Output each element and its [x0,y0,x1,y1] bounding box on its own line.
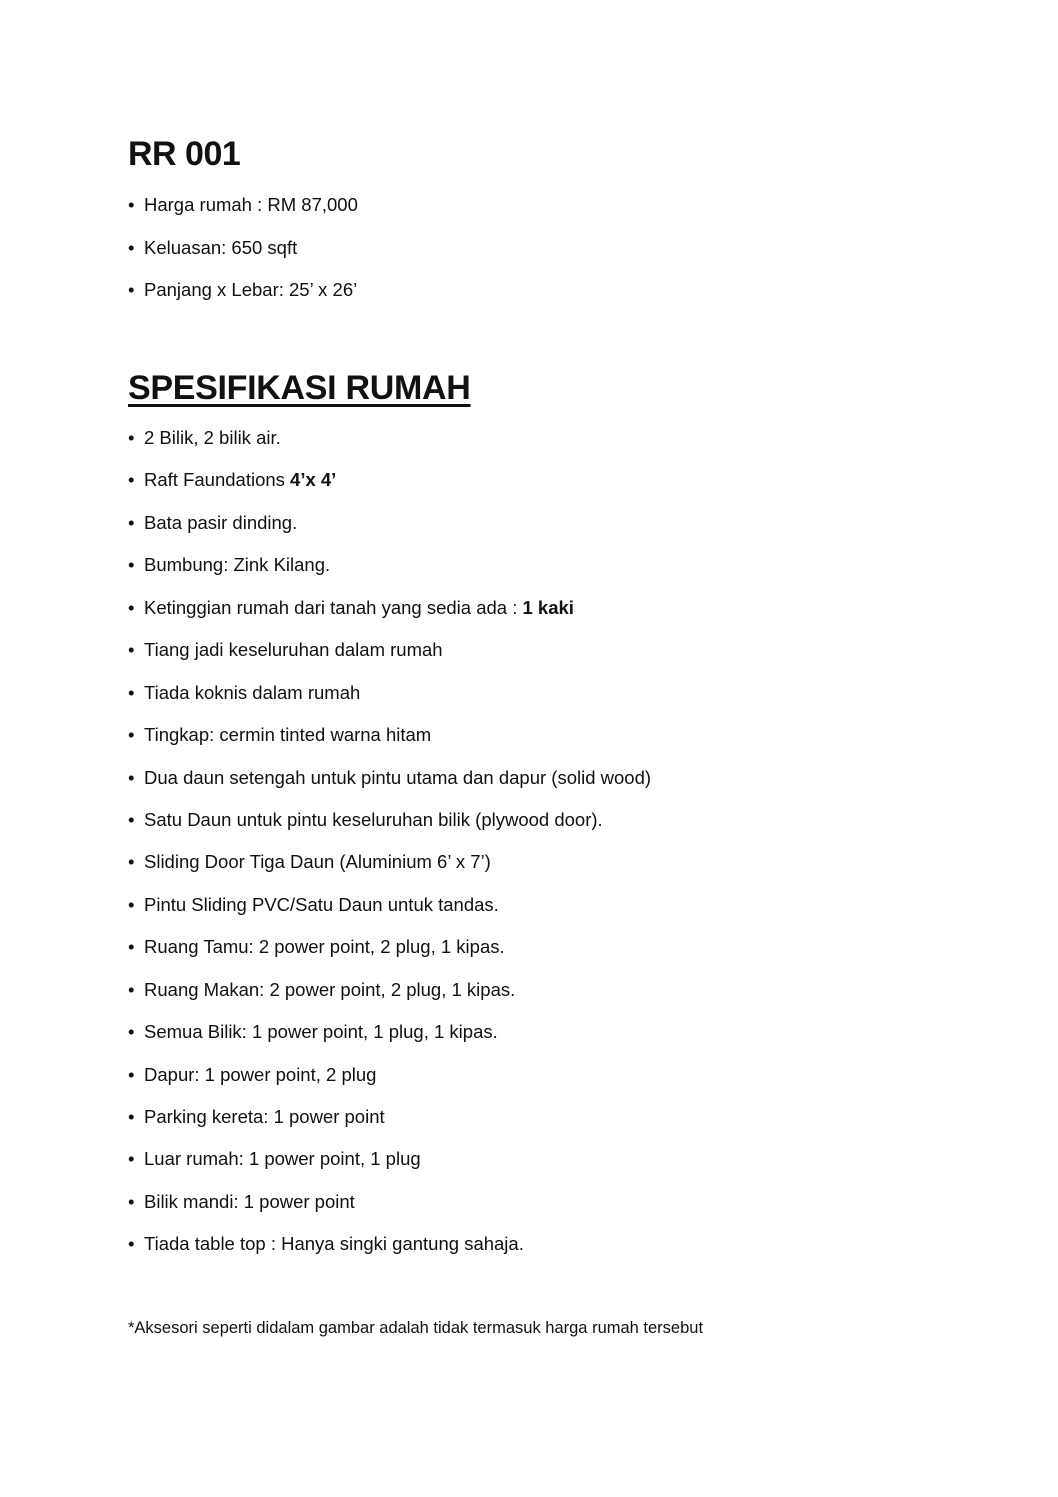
spec-item [128,553,651,595]
spec-item [128,511,651,553]
bullet-icon: • [128,236,135,258]
disclaimer-note: *Aksesori seperti didalam gambar adalah tidak termasuk harga rumah tersebut [128,1319,704,1337]
bullet-icon: • [128,1063,135,1085]
price-info-item [128,236,358,279]
bullet-icon: • [128,1148,135,1170]
price-info-item-text: Keluasan: 650 sqft [144,236,298,258]
spec-item [128,893,651,935]
bullet-icon: • [128,1106,135,1127]
spec-item [128,1232,651,1274]
spec-item-text: Tiada koknis dalam rumah [144,681,361,703]
bullet-icon: • [128,893,135,915]
spec-list [128,426,651,1275]
spec-item [128,638,651,680]
bullet-icon: • [128,511,135,533]
house-model-title: RR 001 [128,135,241,173]
spec-item-text: Dapur: 1 power point, 2 plug [144,1063,377,1085]
spec-item-text: Bilik mandi: 1 power point [144,1190,355,1212]
price-info-item-text: Harga rumah : RM 87,000 [144,194,358,215]
bullet-icon: • [128,808,135,830]
spec-item-text: Raft Faundations [144,469,291,491]
spec-item [128,468,651,510]
bullet-icon: • [128,681,135,703]
spec-item [128,426,651,468]
spec-item [128,766,651,808]
spec-item [128,1063,651,1105]
spec-item [128,808,651,850]
spec-heading: SPESIFIKASI RUMAH [128,369,471,407]
spec-item-text: Sliding Door Tiga Daun (Aluminium 6’ x 7’) [144,851,491,873]
spec-item [128,1147,651,1189]
spec-item-text: Bumbung: Zink Kilang. [144,554,331,576]
spec-item-text: Bata pasir dinding. [144,511,298,533]
bullet-icon: • [128,851,135,873]
spec-item-text: Tingkap: cermin tinted warna hitam [144,724,432,746]
spec-item-text: Satu Daun untuk pintu keseluruhan bilik (plywood door). [144,808,603,830]
spec-item [128,850,651,892]
spec-item-text: Tiada table top : Hanya singki gantung sahaja. [144,1233,524,1255]
bullet-icon: • [128,554,135,576]
bullet-icon: • [128,978,135,1000]
spec-item-bold-value: 1 kaki [522,596,574,618]
spec-item-text: Tiang jadi keseluruhan dalam rumah [144,639,443,661]
spec-item [128,1190,651,1232]
spec-item-text: 2 Bilik, 2 bilik air. [144,427,281,448]
price-info-item-text: Panjang x Lebar: 25’ x 26’ [144,279,358,300]
bullet-icon: • [128,279,135,300]
bullet-icon: • [128,724,135,746]
price-info-item [128,278,358,321]
spec-item [128,1020,651,1062]
spec-item-text: Luar rumah: 1 power point, 1 plug [144,1148,421,1170]
bullet-icon: • [128,596,135,618]
spec-item [128,681,651,723]
bullet-icon: • [128,194,135,215]
spec-item [128,935,651,977]
bullet-icon: • [128,469,135,491]
spec-item-text: Ruang Tamu: 2 power point, 2 plug, 1 kipas. [144,936,505,958]
spec-item [128,978,651,1020]
spec-item-text: Ketinggian rumah dari tanah yang sedia ada : [144,596,523,618]
bullet-icon: • [128,1233,135,1255]
bullet-icon: • [128,1021,135,1043]
spec-item-text: Semua Bilik: 1 power point, 1 plug, 1 kipas. [144,1021,498,1043]
bullet-icon: • [128,1190,135,1212]
spec-item-bold-value: 4’x 4’ [290,469,337,491]
spec-item [128,723,651,765]
price-info-list [128,193,358,321]
spec-item-text: Pintu Sliding PVC/Satu Daun untuk tandas. [144,893,499,915]
spec-item-text: Parking kereta: 1 power point [144,1106,385,1127]
price-info-item [128,193,358,236]
bullet-icon: • [128,639,135,661]
spec-item-text: Dua daun setengah untuk pintu utama dan dapur (solid wood) [144,766,652,788]
bullet-icon: • [128,936,135,958]
bullet-icon: • [128,427,135,448]
spec-item-text: Ruang Makan: 2 power point, 2 plug, 1 kipas. [144,978,516,1000]
bullet-icon: • [128,766,135,788]
spec-item [128,596,651,638]
spec-item [128,1105,651,1147]
